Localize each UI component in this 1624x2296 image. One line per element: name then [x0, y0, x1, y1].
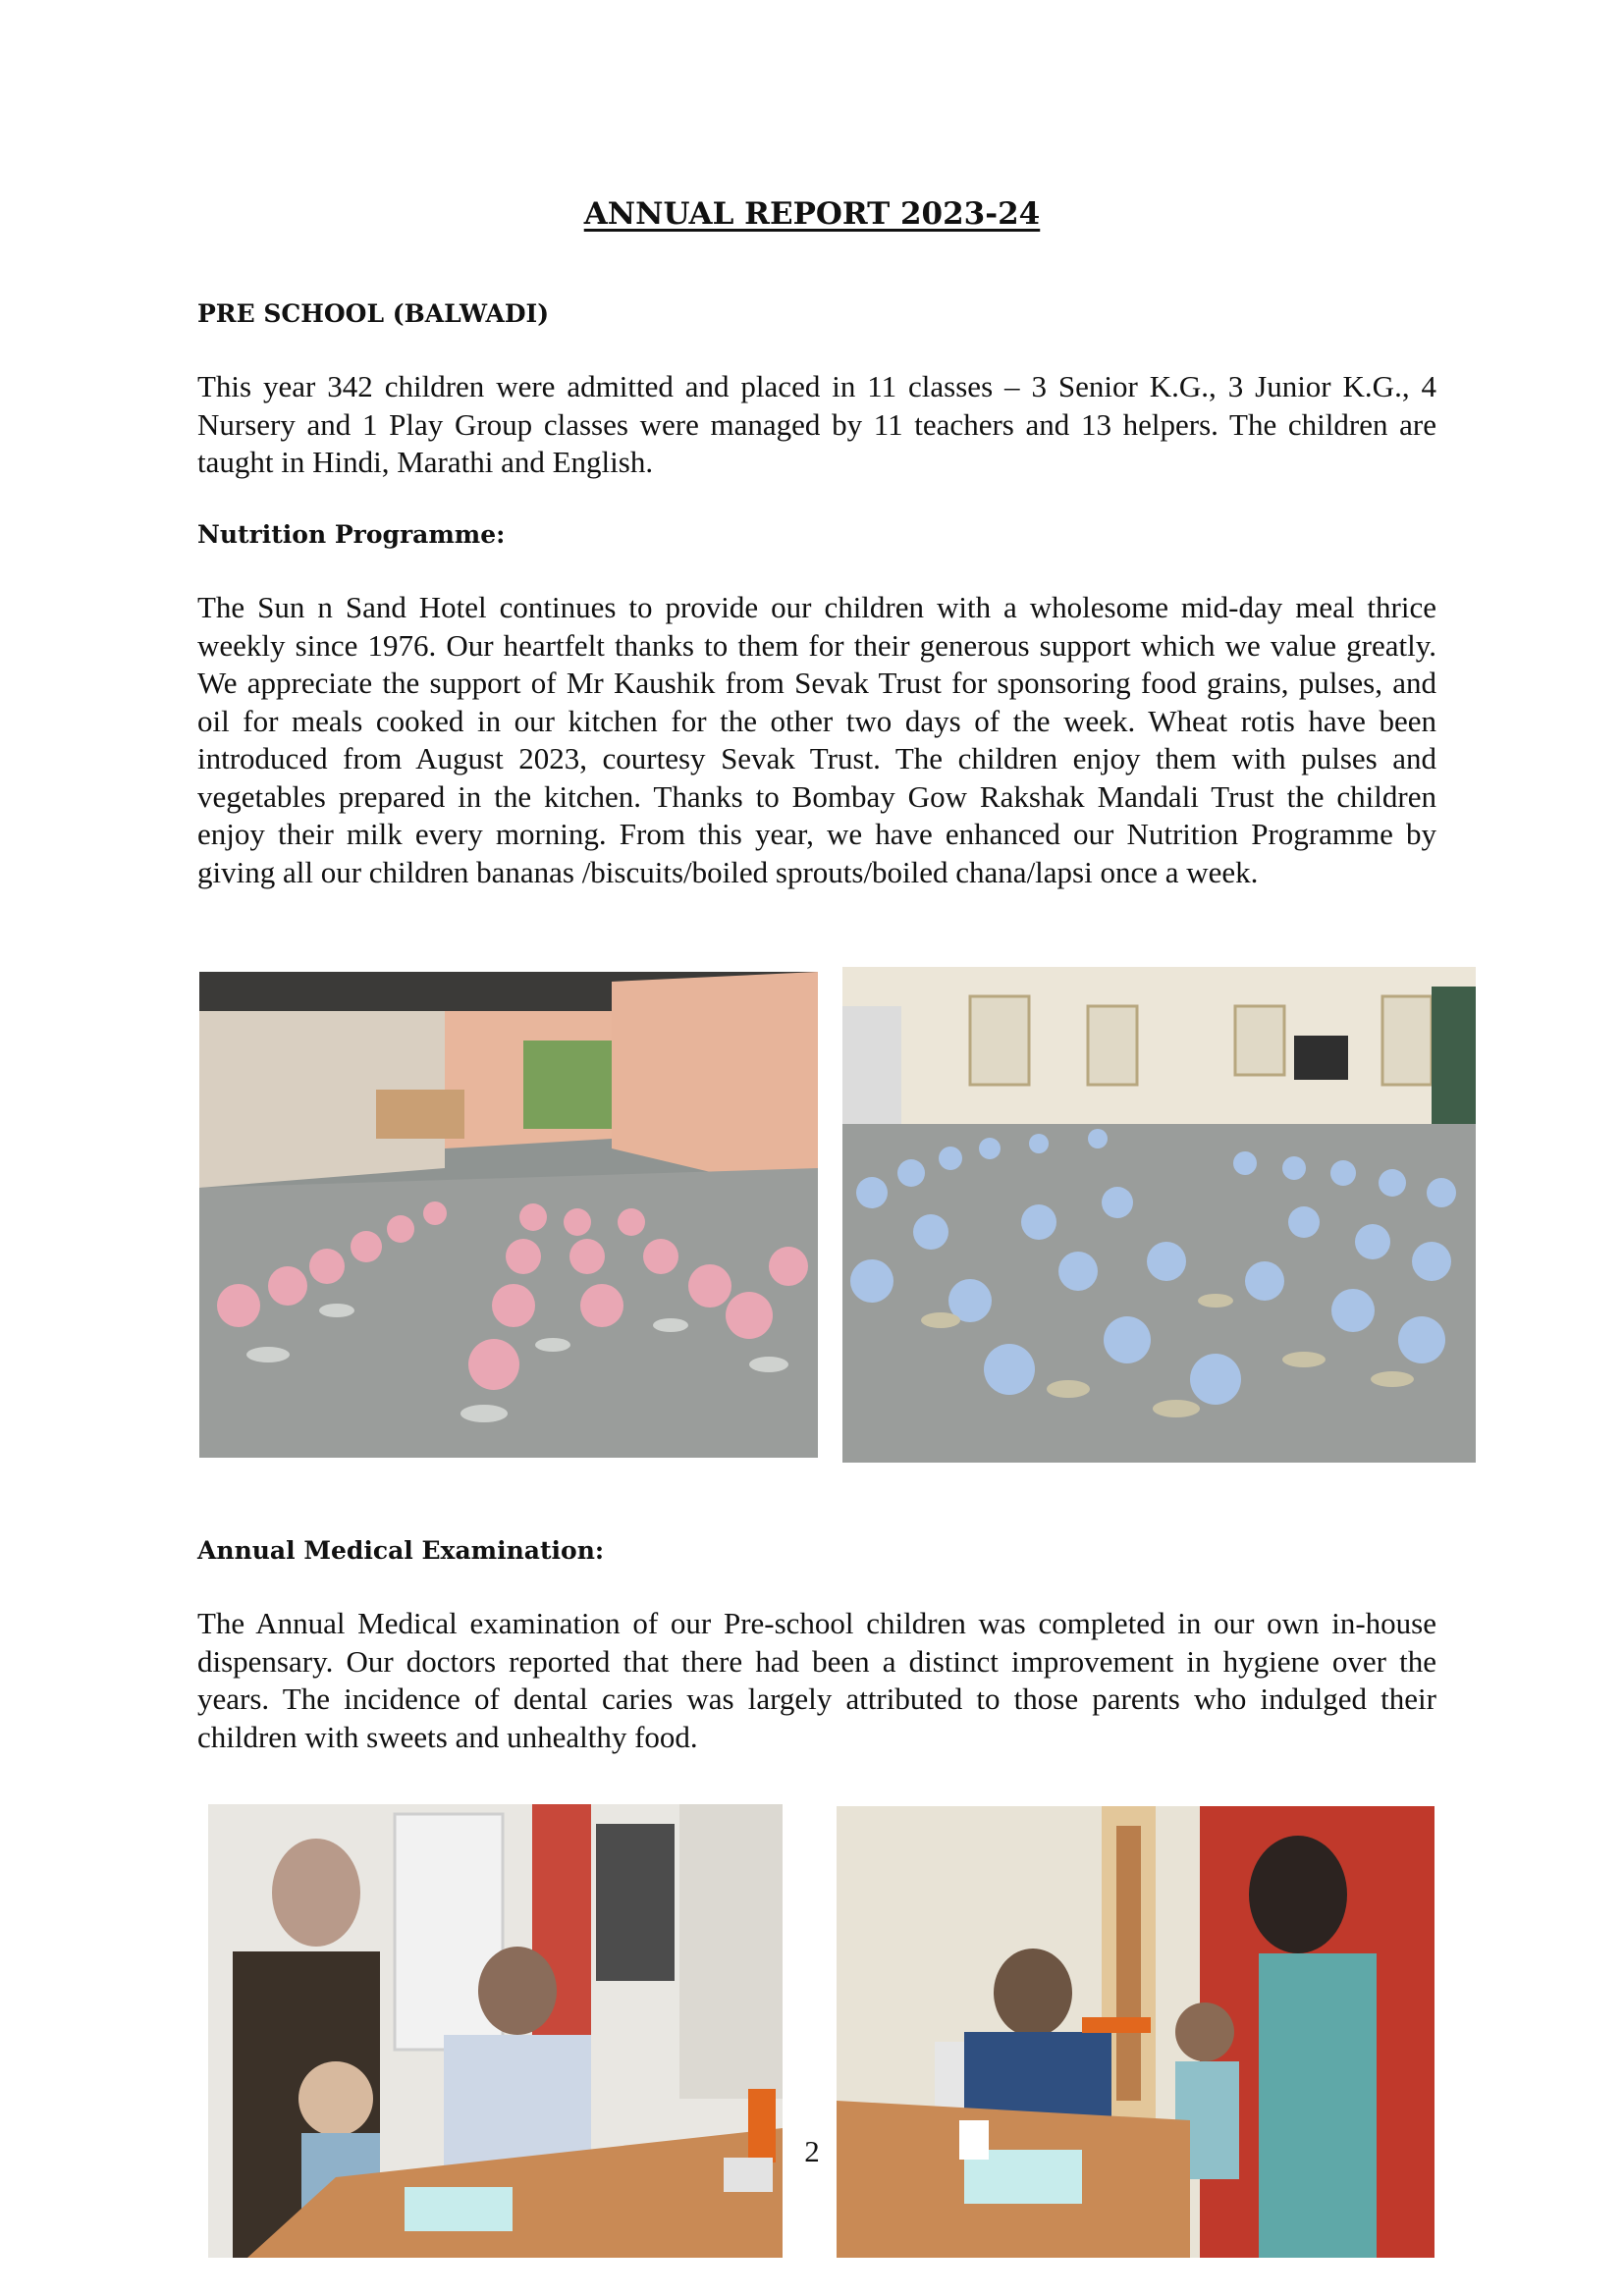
- section-heading-preschool: PRE SCHOOL (BALWADI): [197, 299, 550, 328]
- report-title: ANNUAL REPORT 2023-24: [583, 196, 1041, 232]
- photo-medical-exam-stethoscope: [208, 1804, 783, 2258]
- nutrition-heading: Nutrition Programme:: [197, 520, 506, 549]
- page-number: 2: [804, 2134, 820, 2168]
- preschool-intro-paragraph: This year 342 children were admitted and placed in 11 classes – 3 Senior K.G., 3 Junior K.G., 4 Nursery and 1 Play Group classes were managed by 11 teachers and 13 helpers. The children are taught in Hindi, Marathi and English.: [197, 369, 1436, 479]
- medical-paragraph: The Annual Medical examination of our Pre-school children was completed in our own in-house dispensary. Our doctors reported that there had been a distinct improvement in hygiene over the years. The incidence of dental caries was largely attributed to those parents who indulged their children with sweets and unhealthy food.: [197, 1606, 1436, 1754]
- nutrition-paragraph: The Sun n Sand Hotel continues to provide our children with a wholesome mid-day meal thrice weekly since 1976. Our heartfelt thanks to them for their generous support which we value greatly. We appreciate the support of Mr Kaushik from Sevak Trust for sponsoring food grains, pulses, and oil for meals cooked in our kitchen for the other two days of the week. Wheat rotis have been introduced from August 2023, courtesy Sevak Trust. The children enjoy them with pulses and vegetables prepared in the kitchen. Thanks to Bombay Gow Rakshak Mandali Trust the children enjoy their milk every morning. From this year, we have enhanced our Nutrition Programme by giving all our children bananas /biscuits/boiled sprouts/boiled chana/lapsi once a week.: [197, 590, 1436, 889]
- medical-heading: Annual Medical Examination:: [197, 1536, 605, 1565]
- photo-children-meal-veranda: [199, 972, 818, 1458]
- photo-medical-exam-dental: [837, 1806, 1435, 2258]
- photo-children-meal-classroom: [842, 967, 1476, 1463]
